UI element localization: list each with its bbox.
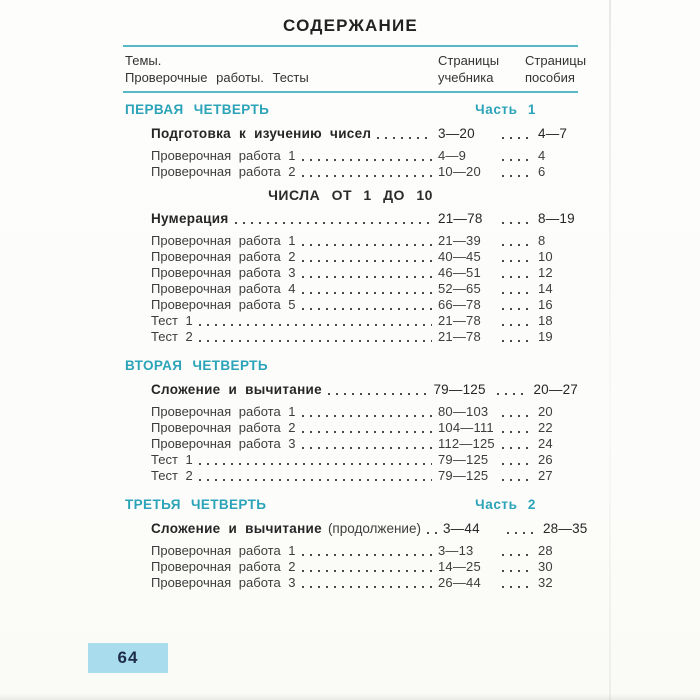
toc-row-label: Проверочная работа 4 bbox=[151, 281, 296, 296]
page-number-tab bbox=[88, 643, 168, 673]
section-heading bbox=[123, 101, 578, 119]
dot-leader bbox=[502, 276, 532, 278]
toc-row-label: Проверочная работа 2 bbox=[151, 249, 296, 264]
toc-row bbox=[123, 452, 578, 468]
section-third-quarter bbox=[123, 496, 588, 591]
toc-row bbox=[123, 420, 578, 436]
toc-row-label: Тест 1 bbox=[151, 452, 193, 467]
manual-pages: 4—7 bbox=[538, 126, 568, 141]
toc-row bbox=[123, 543, 578, 559]
toc-row-label: Нумерация bbox=[151, 211, 229, 226]
textbook-pages: 3—13 bbox=[438, 543, 474, 558]
dot-leader bbox=[199, 324, 432, 326]
textbook-pages: 104—111 bbox=[438, 420, 494, 435]
textbook-pages: 79—125 bbox=[438, 452, 489, 467]
textbook-pages: 112—125 bbox=[438, 436, 495, 451]
dot-leader bbox=[302, 554, 432, 556]
toc-row-label: Проверочная работа 2 bbox=[151, 420, 296, 435]
textbook-pages: 3—44 bbox=[442, 521, 480, 536]
manual-pages: 30 bbox=[538, 559, 553, 574]
manual-pages: 28 bbox=[538, 543, 553, 558]
toc-row bbox=[123, 468, 578, 484]
textbook-pages: 14—25 bbox=[438, 559, 481, 574]
dot-leader bbox=[502, 415, 532, 417]
topics-header-line1: Темы. bbox=[125, 53, 162, 68]
dot-leader bbox=[427, 532, 437, 534]
dot-leader bbox=[302, 244, 432, 246]
column-header-textbook-pages bbox=[438, 52, 499, 86]
textbook-pages: 21—39 bbox=[438, 233, 481, 248]
dot-leader bbox=[502, 479, 532, 481]
dot-leader bbox=[302, 175, 432, 177]
toc-row bbox=[123, 249, 578, 265]
section-heading bbox=[123, 357, 578, 375]
dot-leader bbox=[502, 431, 532, 433]
part-label: Часть 1 bbox=[475, 102, 536, 117]
dot-leader bbox=[502, 222, 532, 224]
manual-pages: 19 bbox=[538, 329, 553, 344]
toc-row-label: Проверочная работа 2 bbox=[151, 559, 296, 574]
dot-leader bbox=[497, 393, 527, 395]
toc-row-label: Проверочная работа 1 bbox=[151, 233, 296, 248]
manual-pages: 32 bbox=[538, 575, 553, 590]
page-title: СОДЕРЖАНИЕ bbox=[283, 16, 418, 35]
quarter-label: ТРЕТЬЯ ЧЕТВЕРТЬ bbox=[125, 497, 267, 512]
dot-leader bbox=[302, 292, 432, 294]
dot-leader bbox=[302, 447, 432, 449]
toc-row-label: Тест 2 bbox=[151, 468, 193, 483]
toc-row bbox=[123, 281, 578, 297]
toc-row-label: Проверочная работа 3 bbox=[151, 436, 296, 451]
dot-leader bbox=[302, 276, 432, 278]
quarter-label: ПЕРВАЯ ЧЕТВЕРТЬ bbox=[125, 102, 270, 117]
part-label: Часть 2 bbox=[475, 497, 536, 512]
dot-leader bbox=[502, 292, 532, 294]
dot-leader bbox=[302, 260, 432, 262]
dot-leader bbox=[502, 308, 532, 310]
dot-leader bbox=[199, 340, 432, 342]
dot-leader bbox=[507, 532, 537, 534]
manual-pages: 8—19 bbox=[538, 211, 575, 226]
dot-leader bbox=[502, 554, 532, 556]
toc-row-label-suffix: (продолжение) bbox=[327, 521, 421, 536]
manual-pages: 16 bbox=[538, 297, 553, 312]
toc-row bbox=[123, 404, 578, 420]
dot-leader bbox=[502, 159, 532, 161]
toc-row-label: Проверочная работа 1 bbox=[151, 148, 296, 163]
toc-content bbox=[123, 14, 588, 591]
toc-row bbox=[123, 436, 578, 452]
dot-leader bbox=[502, 570, 532, 572]
topics-header-line2: Проверочные работы. Тесты bbox=[125, 70, 309, 85]
dot-leader bbox=[502, 137, 532, 139]
page-bottom-shadow bbox=[0, 693, 700, 700]
manual-pages: 28—35 bbox=[542, 521, 588, 536]
textbook-pages: 26—44 bbox=[438, 575, 481, 590]
dot-leader bbox=[199, 479, 432, 481]
dot-leader bbox=[302, 159, 432, 161]
dot-leader bbox=[502, 175, 532, 177]
toc-row-topic bbox=[123, 381, 578, 398]
dot-leader bbox=[502, 260, 532, 262]
toc-row-topic bbox=[123, 210, 578, 227]
toc-row-label: Проверочная работа 5 bbox=[151, 297, 296, 312]
dot-leader bbox=[502, 324, 532, 326]
toc-row bbox=[123, 297, 578, 313]
dot-leader bbox=[302, 586, 432, 588]
page-number: 64 bbox=[117, 648, 139, 667]
section-heading bbox=[123, 496, 578, 514]
toc-row-topic bbox=[123, 520, 588, 537]
column-header-manual-pages bbox=[525, 52, 586, 86]
manual-pages: 14 bbox=[538, 281, 553, 296]
toc-row-label: Сложение и вычитание bbox=[151, 521, 322, 536]
dot-leader bbox=[302, 415, 432, 417]
dot-leader bbox=[199, 463, 432, 465]
textbook-pages: 10—20 bbox=[438, 164, 481, 179]
manual-header-line1: Страницы bbox=[525, 53, 587, 68]
toc-row-label: Проверочная работа 1 bbox=[151, 404, 296, 419]
textbook-pages: 79—125 bbox=[433, 382, 486, 397]
textbook-pages: 3—20 bbox=[438, 126, 475, 141]
manual-pages: 12 bbox=[538, 265, 553, 280]
manual-pages: 10 bbox=[538, 249, 553, 264]
toc-row bbox=[123, 559, 578, 575]
quarter-label: ВТОРАЯ ЧЕТВЕРТЬ bbox=[125, 358, 268, 373]
dot-leader bbox=[377, 137, 432, 139]
toc-row bbox=[123, 148, 578, 164]
toc-row bbox=[123, 233, 578, 249]
manual-pages: 26 bbox=[538, 452, 553, 467]
textbook-pages: 4—9 bbox=[438, 148, 467, 163]
dot-leader bbox=[502, 340, 532, 342]
dot-leader bbox=[502, 463, 532, 465]
toc-row-label: Сложение и вычитание bbox=[151, 382, 322, 397]
divider-header-bottom bbox=[123, 91, 578, 93]
textbook-pages: 46—51 bbox=[438, 265, 481, 280]
manual-pages: 20—27 bbox=[533, 382, 578, 397]
textbook-pages: 21—78 bbox=[438, 211, 483, 226]
toc-row-label: Проверочная работа 3 bbox=[151, 265, 296, 280]
toc-row-label: Тест 2 bbox=[151, 329, 193, 344]
textbook-pages: 40—45 bbox=[438, 249, 481, 264]
textbook-pages: 52—65 bbox=[438, 281, 481, 296]
dot-leader bbox=[502, 447, 532, 449]
dot-leader bbox=[302, 570, 432, 572]
toc-row-label: Тест 1 bbox=[151, 313, 193, 328]
dot-leader bbox=[502, 244, 532, 246]
section-second-quarter bbox=[123, 357, 578, 484]
dot-leader bbox=[502, 586, 532, 588]
section-numbers-1-10 bbox=[123, 186, 578, 345]
toc-row-label: Проверочная работа 2 bbox=[151, 164, 296, 179]
manual-pages: 18 bbox=[538, 313, 553, 328]
textbook-pages: 66—78 bbox=[438, 297, 481, 312]
toc-row-label: Подготовка к изучению чисел bbox=[151, 126, 372, 141]
toc-row bbox=[123, 313, 578, 329]
manual-pages: 8 bbox=[538, 233, 546, 248]
toc-row bbox=[123, 329, 578, 345]
manual-pages: 4 bbox=[538, 148, 546, 163]
manual-pages: 6 bbox=[538, 164, 546, 179]
dot-leader bbox=[302, 308, 432, 310]
textbook-header-line2: учебника bbox=[438, 70, 494, 85]
textbook-pages: 21—78 bbox=[438, 313, 481, 328]
textbook-pages: 21—78 bbox=[438, 329, 481, 344]
manual-header-line2: пособия bbox=[525, 70, 575, 85]
section-first-quarter bbox=[123, 101, 578, 180]
toc-row-label: Проверочная работа 3 bbox=[151, 575, 296, 590]
toc-row-label: Проверочная работа 1 bbox=[151, 543, 296, 558]
toc-row-topic bbox=[123, 125, 578, 142]
manual-pages: 20 bbox=[538, 404, 553, 419]
column-header-topics bbox=[125, 52, 309, 86]
textbook-pages: 80—103 bbox=[438, 404, 489, 419]
toc-row bbox=[123, 164, 578, 180]
dot-leader bbox=[328, 393, 428, 395]
textbook-header-line1: Страницы bbox=[438, 53, 500, 68]
dot-leader bbox=[302, 431, 432, 433]
toc-row bbox=[123, 575, 578, 591]
manual-pages: 22 bbox=[538, 420, 553, 435]
manual-pages: 27 bbox=[538, 468, 553, 483]
manual-pages: 24 bbox=[538, 436, 553, 451]
textbook-pages: 79—125 bbox=[438, 468, 489, 483]
table-header bbox=[123, 47, 587, 91]
dot-leader bbox=[235, 222, 432, 224]
page-edge-shadow bbox=[609, 0, 611, 700]
section-subheading: ЧИСЛА ОТ 1 ДО 10 bbox=[268, 187, 433, 203]
toc-row bbox=[123, 265, 578, 281]
